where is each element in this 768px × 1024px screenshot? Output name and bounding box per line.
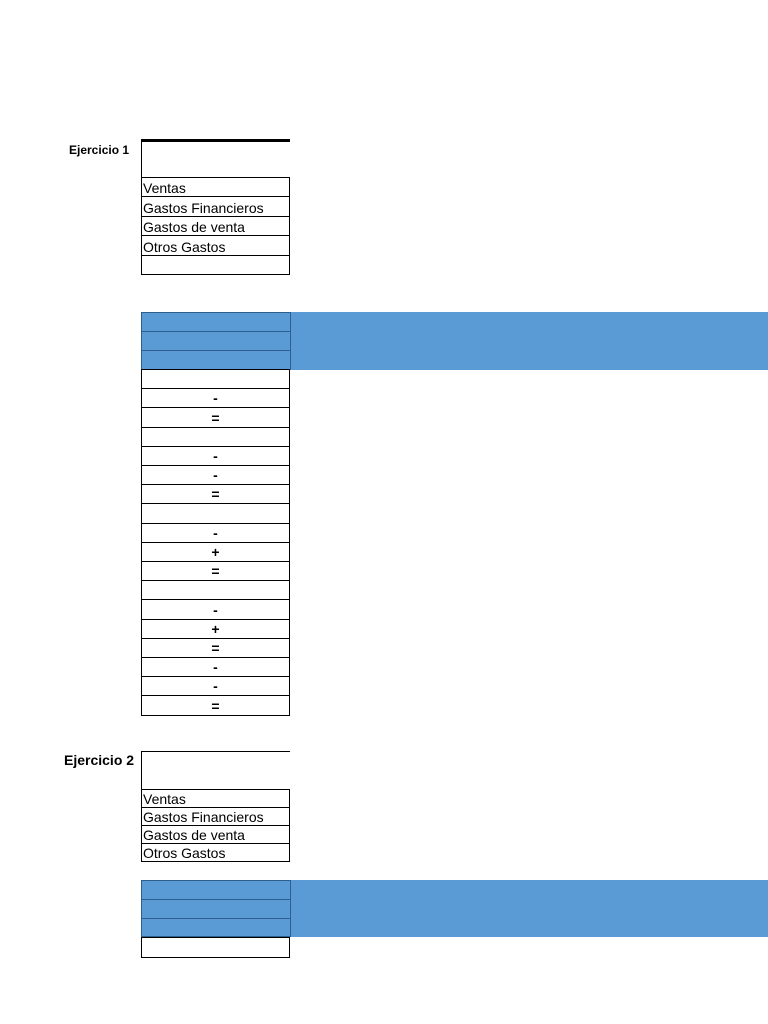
ex1-operator-row[interactable]: [141, 484, 290, 504]
ex2-item-label: Gastos Financieros: [143, 809, 264, 825]
ex1-operator-row[interactable]: [141, 542, 290, 562]
ex1-operator-row[interactable]: [141, 388, 290, 408]
operator-symbol: -: [213, 602, 218, 618]
operator-symbol: +: [211, 621, 220, 637]
ex1-operator-row[interactable]: [141, 695, 290, 716]
ex1-header-cell[interactable]: [141, 350, 291, 370]
operator-symbol: -: [213, 678, 218, 694]
operator-symbol: =: [211, 486, 220, 502]
ex1-operator-row[interactable]: [141, 599, 290, 620]
ex1-item-blank[interactable]: [141, 255, 290, 275]
ex2-item-gastos-venta[interactable]: [141, 825, 290, 844]
ex1-title-cell[interactable]: [141, 139, 290, 178]
operator-symbol: =: [211, 640, 220, 656]
ex1-operator-row[interactable]: [141, 561, 290, 581]
ex1-operator-row[interactable]: [141, 580, 290, 600]
operator-symbol: -: [213, 467, 218, 483]
operator-symbol: -: [213, 390, 218, 406]
ex2-item-otros-gastos[interactable]: [141, 843, 290, 862]
ex1-header-cell[interactable]: [141, 331, 291, 351]
ex2-item-ventas[interactable]: [141, 789, 290, 808]
operator-symbol: +: [211, 544, 220, 560]
ex1-item-label: Otros Gastos: [143, 239, 226, 255]
ex1-operator-row[interactable]: [141, 638, 290, 658]
ex1-operator-row[interactable]: [141, 619, 290, 639]
ex1-item-gastos-financieros[interactable]: [141, 196, 290, 217]
ex2-item-gastos-financieros[interactable]: [141, 807, 290, 826]
ex1-header-cell[interactable]: [141, 312, 291, 332]
ex1-item-label: Gastos de venta: [143, 219, 245, 235]
ex1-operator-row[interactable]: [141, 369, 290, 389]
ex2-header-cell[interactable]: [141, 899, 291, 919]
ex1-operator-row[interactable]: [141, 523, 290, 543]
ex1-operator-row[interactable]: [141, 676, 290, 696]
ex1-operator-row[interactable]: [141, 446, 290, 466]
ex2-header-cell[interactable]: [141, 918, 291, 937]
operator-symbol: =: [211, 698, 220, 714]
ex2-header-cell[interactable]: [141, 880, 291, 900]
ex2-item-label: Gastos de venta: [143, 827, 245, 843]
operator-symbol: =: [211, 563, 220, 579]
ex1-item-ventas[interactable]: [141, 177, 290, 197]
ex1-operator-row[interactable]: [141, 657, 290, 677]
ejercicio-2-label: Ejercicio 2: [64, 752, 135, 768]
ex1-item-label: Ventas: [143, 180, 186, 196]
ex2-blank-row[interactable]: [141, 771, 290, 790]
operator-symbol: =: [211, 410, 220, 426]
ex1-operator-row[interactable]: [141, 427, 290, 447]
ex2-item-label: Otros Gastos: [143, 845, 226, 861]
ex1-item-otros-gastos[interactable]: [141, 235, 290, 256]
operator-symbol: -: [213, 448, 218, 464]
ejercicio-1-label: Ejercicio 1: [69, 143, 130, 157]
operator-symbol: -: [213, 659, 218, 675]
ex1-operator-row[interactable]: [141, 503, 290, 524]
ex1-item-gastos-venta[interactable]: [141, 216, 290, 236]
ex1-operator-row[interactable]: [141, 465, 290, 485]
ex2-item-label: Ventas: [143, 791, 186, 807]
ex1-operator-row[interactable]: [141, 407, 290, 428]
operator-symbol: -: [213, 525, 218, 541]
ex1-item-label: Gastos Financieros: [143, 200, 264, 216]
ex2-first-row[interactable]: [141, 937, 290, 958]
ex2-title-cell[interactable]: [141, 751, 290, 772]
